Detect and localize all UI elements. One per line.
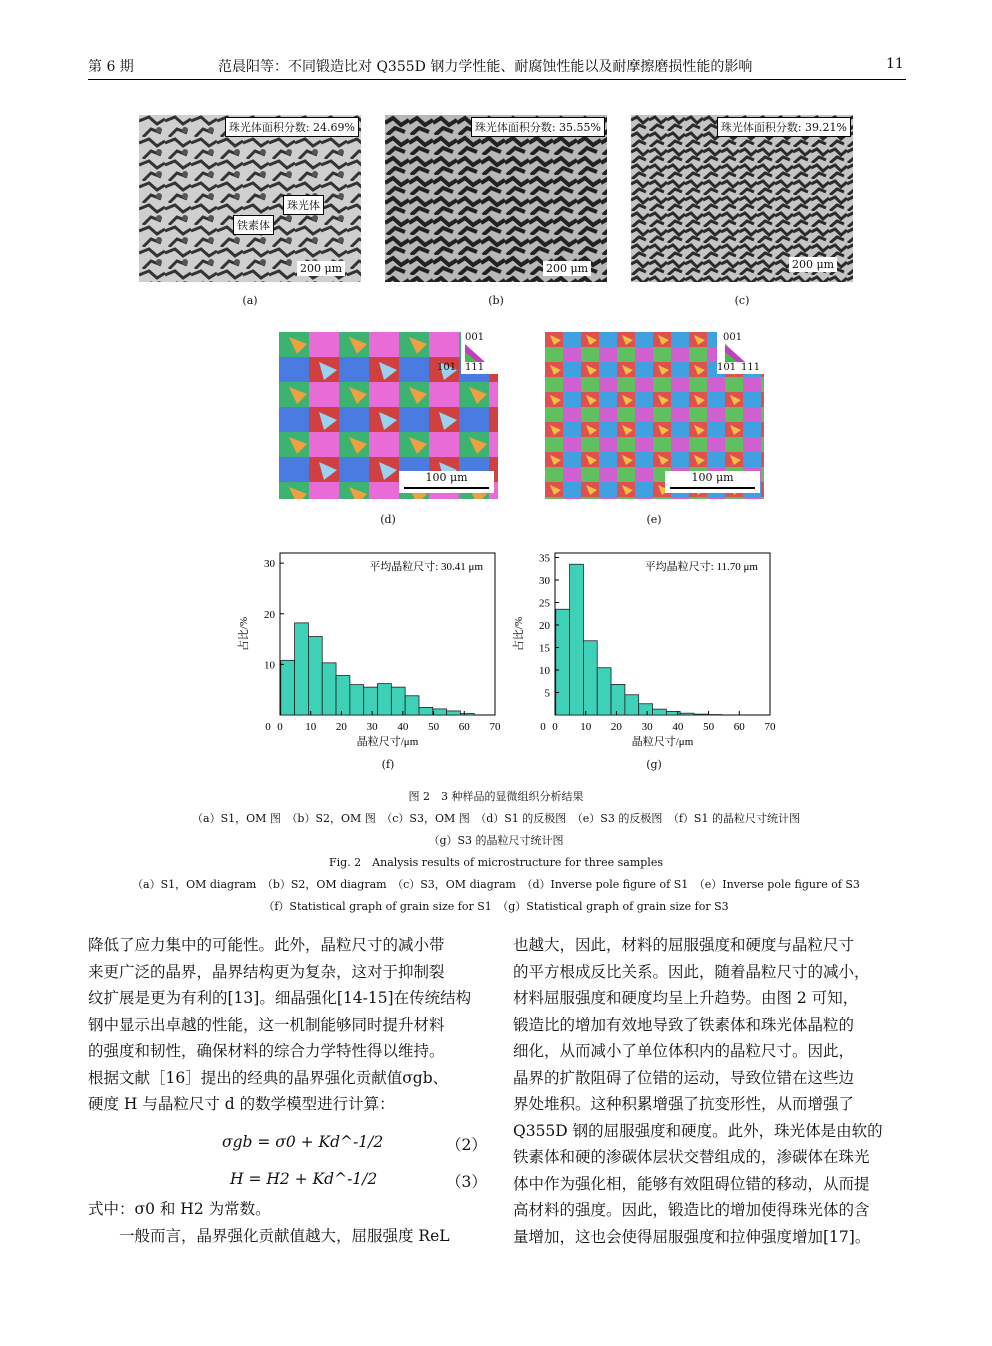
right-line: Q355D 钢的屈服强度和硬度。此外，珠光体是由软的 [513,1121,883,1140]
scalebar-b-label: 200 μm [546,262,589,275]
ipf-111-d: 111 [465,362,485,373]
left-line: 降低了应力集中的可能性。此外，晶粒尺寸的减小带 [88,936,445,954]
caption-cn-line2: （g）S3 的晶粒尺寸统计图 [428,834,564,847]
x-tick-label: 60 [733,721,745,733]
ipf-triangle-d [465,344,485,362]
left-line: 来更广泛的晶界，晶界结构更为复杂，这对于抑制裂 [88,962,445,981]
right-line: 细化，从而减小了单位体积内的晶粒尺寸。因此， [513,1042,855,1060]
left-line: 纹扩展是更为有利的[13]。细晶强化[14-15]在传统结构 [88,989,472,1007]
right-line: 铁素体和硬的渗碳体层状交替组成的，渗碳体在珠光 [513,1148,870,1166]
sublabel-a: (a) [242,294,258,307]
ipf-101-e: 101 [717,362,737,373]
caption-en-line1: （a）S1，OM diagram （b）S2，OM diagram （c）S3，OM diagram （d）Inverse pole figure of S1 （e）Inverse pole figure of S3 [132,878,860,891]
origin-label: 0 [265,721,271,733]
histogram-bar [597,668,611,715]
x-tick-label: 10 [580,721,592,733]
x-tick-label: 40 [672,721,684,733]
x-tick-label: 40 [397,721,409,733]
histogram-bar [336,676,350,715]
histogram-bar [583,641,597,715]
right-line: 高材料的强度。因此，锻造比的增加使得珠光体的含 [513,1201,870,1219]
y-tick-label: 20 [539,620,550,632]
right-line: 的平方根成反比关系。因此，随着晶粒尺寸的减小， [513,962,870,981]
left-column [88,932,488,1118]
right-line: 晶界的扩散阻碍了位错的运动，导致位错在这些边 [513,1068,855,1087]
histogram-g [500,548,790,748]
histogram-bar [391,687,405,715]
y-tick-label: 35 [539,552,550,565]
scalebar-a-label: 200 μm [300,262,343,275]
scalebar-d-line [404,487,489,489]
equation-2: σgb = σ0 + Kd^-1/2 [222,1133,384,1151]
om-image-a [139,115,361,282]
histogram-bar [653,709,667,715]
mean-grain-size-annotation: 平均晶粒尺寸: 30.41 μm [369,561,483,573]
x-tick-label: 0 [277,721,283,733]
scalebar-e [665,471,760,493]
x-tick-label: 10 [305,721,317,733]
x-tick-label: 70 [489,721,501,733]
ipf-111-e: 111 [741,362,761,373]
om-texture-a [139,115,361,282]
x-tick-label: 60 [458,721,470,733]
x-tick-label: 50 [428,721,440,733]
histogram-bar [295,623,309,715]
x-axis-label: 晶粒尺寸/μm [356,736,419,748]
histogram-bar [447,711,461,715]
sublabel-d: (d) [380,513,396,526]
left-line: 的强度和韧性，确保材料的综合力学特性得以维持。 [88,1042,445,1060]
histogram-bar [281,660,295,715]
right-column [513,932,913,1250]
histogram-bar [639,704,653,715]
caption-cn-line1: （a）S1，OM 图 （b）S2，OM 图 （c）S3，OM 图 （d）S1 的反极图 （e）S3 的反极图 （f）S1 的晶粒尺寸统计图 [192,812,800,825]
left-line: 硬度 H 与晶粒尺寸 d 的数学模型进行计算： [88,1095,395,1113]
y-tick-label: 5 [544,687,550,700]
x-tick-label: 30 [641,721,653,733]
ferrite-label: 铁素体 [233,215,274,235]
pearlite-fraction-c: 珠光体面积分数: 39.21% [717,117,851,137]
histogram-bar [625,695,639,715]
running-title: 范晨阳等：不同锻造比对 Q355D 钢力学性能、耐腐蚀性能以及耐摩擦磨损性能的影响 [218,59,753,75]
y-tick-label: 20 [264,608,275,621]
scalebar-c [789,257,837,272]
histogram-bar [350,685,364,715]
histogram-bar [433,709,447,715]
left-after-line: 一般而言，晶界强化贡献值越大，屈服强度 ReL [88,1226,450,1245]
right-line: 量增加，这也会使得屈服强度和拉伸强度增加[17]。 [513,1227,871,1246]
y-tick-label: 15 [539,642,550,655]
sublabel-g: (g) [646,758,662,771]
left-column-after [88,1196,488,1249]
histogram-bar [570,564,584,715]
histogram-bar [460,713,474,715]
histogram-bar [419,707,433,715]
y-tick-label: 10 [539,665,550,677]
ipf-001-d: 001 [465,332,485,343]
mean-grain-size-annotation: 平均晶粒尺寸: 11.70 μm [644,561,758,573]
ebsd-image-d [279,332,498,499]
scalebar-a [297,261,345,276]
ipf-key-d [437,332,498,374]
pearlite-fraction-b: 珠光体面积分数: 35.55% [471,117,605,137]
equation-2-number: （2） [446,1136,487,1154]
left-line: 根据文献［16］提出的经典的晶界强化贡献值σgb、 [88,1068,449,1087]
header-rule [88,79,906,80]
ipf-101-d: 101 [437,362,457,373]
page-number: 11 [886,56,904,72]
ipf-001-e: 001 [723,332,743,343]
right-line: 界处堆积。这种积累增强了抗变形性，从而增强了 [513,1095,855,1113]
y-axis-label: 占比/% [238,616,250,652]
origin-label: 0 [540,721,546,733]
scalebar-e-line [670,487,755,489]
equation-3: H = H2 + Kd^-1/2 [230,1170,378,1188]
histogram-bar [322,663,336,715]
right-line: 也越大，因此，材料的屈服强度和硬度与晶粒尺寸 [513,936,855,954]
om-image-b [385,115,607,282]
caption-en-title: Fig. 2 Analysis results of microstructure for three samples [329,856,663,869]
x-tick-label: 70 [764,721,776,733]
left-after-line: 式中：σ0 和 H2 为常数。 [88,1200,271,1218]
y-axis-label: 占比/% [513,616,525,652]
ebsd-image-e [545,332,764,499]
sublabel-b: (b) [488,294,504,307]
histogram-f [225,548,515,748]
y-tick-label: 25 [539,597,550,610]
scalebar-d [399,471,494,493]
left-line: 钢中显示出卓越的性能，这一机制能够同时提升材料 [88,1015,445,1034]
caption-cn-title: 图 2 3 种样品的显微组织分析结果 [408,790,584,803]
ipf-triangle-e [725,344,745,362]
x-axis-label: 晶粒尺寸/μm [631,736,694,748]
issue-label: 第 6 期 [88,59,134,75]
histogram-bar [611,684,625,715]
scalebar-b [543,261,591,276]
sublabel-e: (e) [646,513,662,526]
scalebar-d-label: 100 μm [425,471,468,484]
om-texture-b [385,115,607,282]
x-tick-label: 50 [703,721,715,733]
x-tick-label: 0 [552,721,558,733]
sublabel-f: (f) [381,758,395,771]
sublabel-c: (c) [734,294,750,307]
y-tick-label: 30 [539,575,550,587]
y-tick-label: 10 [264,659,275,672]
equation-3-number: （3） [446,1173,487,1191]
x-tick-label: 30 [366,721,378,733]
histogram-bar [694,714,708,715]
histogram-bar [378,684,392,715]
histogram-bar [405,696,419,715]
x-tick-label: 20 [335,721,347,733]
pearlite-fraction-a: 珠光体面积分数: 24.69% [225,117,359,137]
right-line: 体中作为强化相，能够有效阻碍位错的移动，从而提 [513,1174,870,1193]
right-line: 材料屈服强度和硬度均呈上升趋势。由图 2 可知， [513,989,859,1007]
histogram-bar [680,713,694,715]
caption-en-line2: （f）Statistical graph of grain size for S1 （g）Statistical graph of grain size for S3 [263,900,729,913]
pearlite-label: 珠光体 [283,195,324,215]
ipf-key-e [717,332,764,374]
right-line: 锻造比的增加有效地导致了铁素体和珠光体晶粒的 [513,1015,855,1034]
histogram-bar [364,687,378,715]
y-tick-label: 30 [264,558,275,571]
x-tick-label: 20 [610,721,622,733]
om-image-c [631,115,853,282]
scalebar-e-label: 100 μm [691,471,734,484]
scalebar-c-label: 200 μm [792,258,835,271]
histogram-bar [308,637,322,715]
